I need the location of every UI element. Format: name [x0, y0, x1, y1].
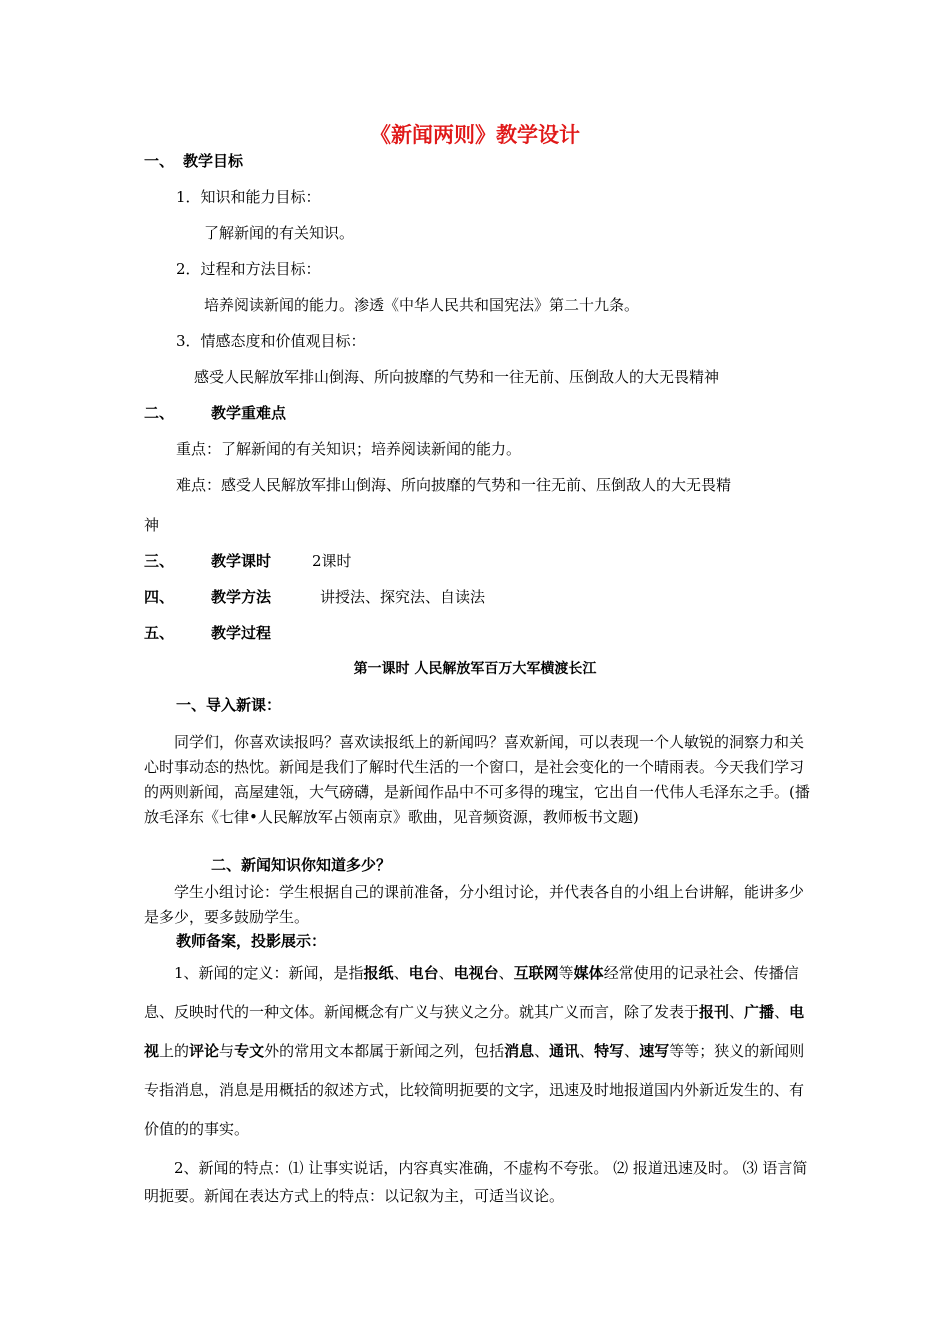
knowledge-heading: 二、新闻知识你知道多少？ [211, 856, 392, 874]
section-4-value: 讲授法、探究法、自读法 [320, 588, 486, 606]
goal-2-text: 培养阅读新闻的能力。渗透《中华人民共和国宪法》第二十九条。 [204, 296, 640, 314]
intro-text: 同学们，你喜欢读报吗？喜欢读报纸上的新闻吗？喜欢新闻，可以表现一个人敏锐的洞察力和关心时事动态的热忱。新闻是我们了解时代生活的一个窗口，是社会变化的一个晴雨表。今天我们学习的两则新闻，高屋建瓴，大气磅礴，是新闻作品中不可多得的瑰宝，它出自一代伟人毛泽东之手。(播放毛泽东《七律•人民解放军占领南京》歌曲，见音频资源，教师板书文题) [144, 733, 810, 826]
section-3-heading: 教学课时 [211, 552, 272, 570]
goal-1-text: 了解新闻的有关知识。 [204, 224, 355, 242]
section-5-number: 五、 [144, 624, 175, 642]
discussion-text: 学生小组讨论：学生根据自己的课前准备，分小组讨论，并代表各自的小组上台讲解，能讲多少是多少，要多鼓励学生。 [144, 883, 805, 926]
section-3-number: 三、 [144, 552, 175, 570]
definition-paragraph [144, 954, 812, 1149]
section-3-value: 2课时 [312, 552, 352, 570]
section-1-heading: 教学目标 [183, 152, 244, 170]
features-text: 2、新闻的特点：⑴ 让事实说话，内容真实准确，不虚构不夸张。 ⑵ 报道迅速及时。 ⑶ 语言简明扼要。新闻在表达方式上的特点：以记叙为主，可适当议论。 [144, 1159, 808, 1205]
definition-text: 1、新闻的定义：新闻，是指报纸、电台、电视台、互联网等媒体经常使用的记录社会、传播信息、反映时代的一种文体。新闻概念有广义与狭义之分。就其广义而言，除了发表于报刊、广播、电视上的评论与专文外的常用文本都属于新闻之列，包括消息、通讯、特写、速写等等；狭义的新闻则专指消息，消息是用概括的叙述方式，比较简明扼要的文字，迅速及时地报道国内外新近发生的、有价值的的事实。 [144, 964, 805, 1138]
section-2-heading: 教学重难点 [211, 404, 287, 422]
teacher-prep: 教师备案，投影展示： [176, 932, 327, 950]
section-4-number: 四、 [144, 588, 175, 606]
section-5-heading: 教学过程 [211, 624, 272, 642]
goal-3-text: 感受人民解放军排山倒海、所向披靡的气势和一往无前、压倒敌人的大无畏精神 [194, 368, 720, 386]
intro-heading: 一、导入新课： [176, 696, 282, 714]
difficult-point-cont: 神 [144, 516, 160, 534]
goal-2-label: 2．过程和方法目标： [176, 260, 321, 278]
goal-3-label: 3．情感态度和价值观目标： [176, 332, 366, 350]
section-1-number: 一、 [144, 152, 175, 170]
discussion-paragraph [144, 880, 812, 930]
goal-1-label: 1．知识和能力目标： [176, 188, 321, 206]
difficult-point: 难点：感受人民解放军排山倒海、所向披靡的气势和一往无前、压倒敌人的大无畏精 [176, 476, 732, 494]
section-4-heading: 教学方法 [211, 588, 272, 606]
key-point: 重点：了解新闻的有关知识；培养阅读新闻的能力。 [176, 440, 522, 458]
section-2-number: 二、 [144, 404, 175, 422]
intro-paragraph [144, 730, 812, 830]
lesson-title: 第一课时 人民解放军百万大军横渡长江 [353, 661, 597, 677]
features-paragraph [144, 1154, 812, 1210]
document-title: 《新闻两则》教学设计 [370, 123, 580, 147]
